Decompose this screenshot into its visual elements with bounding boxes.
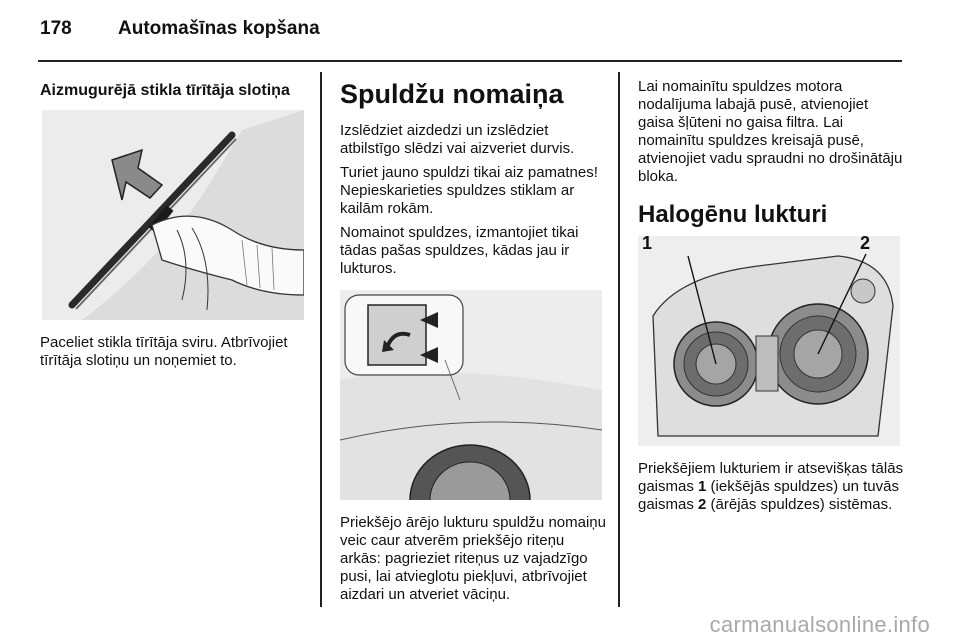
page-number: 178	[40, 18, 72, 39]
bulbs-paragraph-1: Izslēdziet aizdedzi un izslēdziet atbilstīgo slēdzi vai aizveriet durvis.	[340, 122, 575, 157]
section-heading-halogen: Halogēnu lukturi	[638, 201, 828, 228]
callout-label-1: 1	[642, 233, 653, 253]
halogen-paragraph	[638, 460, 904, 514]
halogen-ref-1: 1	[698, 478, 707, 495]
engine-bay-paragraph: Lai nomainītu spuldzes motora nodalījuma labajā pusē, atvienojiet gaisa šļūteni no gaisa filtra. Lai nomainītu spuldzes kreisajā pusē, atvienojiet vadu spraudni no drošinātāju bloka.	[638, 78, 903, 185]
callout-label-2: 2	[860, 233, 871, 253]
headlamp-illustration	[638, 233, 900, 446]
section-heading-bulbs: Spuldžu nomaiņa	[340, 79, 564, 109]
column-right	[638, 78, 904, 520]
bulbs-paragraph-3: Nomainot spuldzes, izmantojiet tikai tādas pašas spuldzes, kādas jau ir lukturos.	[340, 224, 579, 277]
section-heading-wiper: Aizmugurējā stikla tīrītāja slotiņa	[40, 82, 290, 99]
column-left	[40, 78, 308, 376]
halogen-text-a: Priekšējiem lukturiem ir atsevišķas tālās gaismas	[638, 460, 904, 495]
column-divider-2	[618, 72, 620, 607]
halogen-text-c: (iekšējās spuldzes) un tuvās gaismas	[638, 478, 899, 513]
chapter-title: Automašīnas kopšana	[118, 18, 320, 39]
column-middle	[340, 78, 606, 610]
header-rule	[38, 60, 902, 62]
wiper-paragraph: Paceliet stikla tīrītāja sviru. Atbrīvojiet tīrītāja slotiņu un noņemiet to.	[40, 334, 288, 369]
wheel-arch-cover-illustration	[340, 290, 602, 500]
column-divider-1	[320, 72, 322, 607]
wiper-blade-illustration	[42, 110, 304, 320]
bulbs-paragraph-2: Turiet jauno spuldzi tikai aiz pamatnes! Nepieskarieties spuldzes stiklam ar kailām rokām.	[340, 164, 598, 217]
halogen-text-d: (ārējās spuldzes) sistēmas.	[706, 496, 893, 513]
headlamp-figure	[638, 233, 900, 446]
bulbs-paragraph-4: Priekšējo ārējo lukturu spuldžu nomaiņu veic caur atverēm priekšējo riteņu arkās: pagrieziet riteņus uz vajadzīgo pusi, lai atvieglotu piekļuvi, atbrīvojiet aizdari un atveriet vāciņu.	[340, 514, 606, 603]
halogen-ref-2: 2	[698, 496, 707, 513]
watermark: carmanualsonline.info	[709, 612, 930, 637]
